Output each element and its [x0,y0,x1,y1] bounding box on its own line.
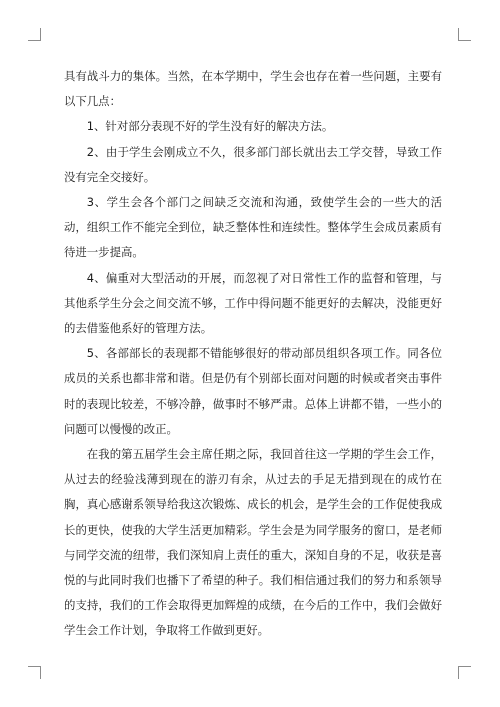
paragraph-item-4: 4、偏重对大型活动的开展，而忽视了对日常性工作的监督和管理，与其他系学生分会之间交流不够，工作中得问题不能更好的去解决，没能更好的去借鉴他系好的管理方法。 [64,270,442,336]
crop-mark-bottom-left [28,666,41,679]
document-body [64,64,442,644]
paragraph-item-2: 2、由于学生会刚成立不久，很多部门部长就出去工学交替，导致工作没有完全交接好。 [64,144,442,184]
crop-mark-top-left [28,28,41,41]
paragraph-continuation: 具有战斗力的集体。当然，在本学期中，学生会也存在着一些问题，主要有以下几点： [64,69,442,109]
crop-mark-top-right [458,28,471,41]
paragraph-item-1: 1、针对部分表现不好的学生没有好的解决方法。 [86,119,334,134]
paragraph-item-3: 3、学生会各个部门之间缺乏交流和沟通，致使学生会的一些大的活动，组织工作不能完全到位，缺乏整体性和连续性。整体学生会成员素质有待进一步提高。 [64,195,442,260]
crop-mark-bottom-right [458,666,471,679]
paragraph-conclusion: 在我的第五届学生会主席任期之际，我回首往这一学期的学生会工作，从过去的经验浅薄到现在的游刃有余，从过去的手足无措到现在的成竹在胸，真心感谢系领导给我这次锻炼、成长的机会，是学生会的工作促使我成长的更快，使我的大学生活更加精彩。学生会是为同学服务的窗口，是老师与同学交流的纽带，我们深知肩上责任的重大，深知自身的不足，收获是喜悦的与此同时我们也播下了希望的种子。我们相信通过我们的努力和系领导的支持，我们的工作会取得更加辉煌的成绩，在今后的工作中，我们会做好学生会工作计划，争取将工作做到更好。 [64,447,442,638]
paragraph-item-5: 5、各部部长的表现都不错能够很好的带动部员组织各项工作。同各位成员的关系也都非常和谐。但是仍有个别部长面对问题的时候或者突击事件时的表现比较差，不够冷静，做事时不够严肃。总体上讲都不错，一些小的问题可以慢慢的改正。 [64,346,442,436]
